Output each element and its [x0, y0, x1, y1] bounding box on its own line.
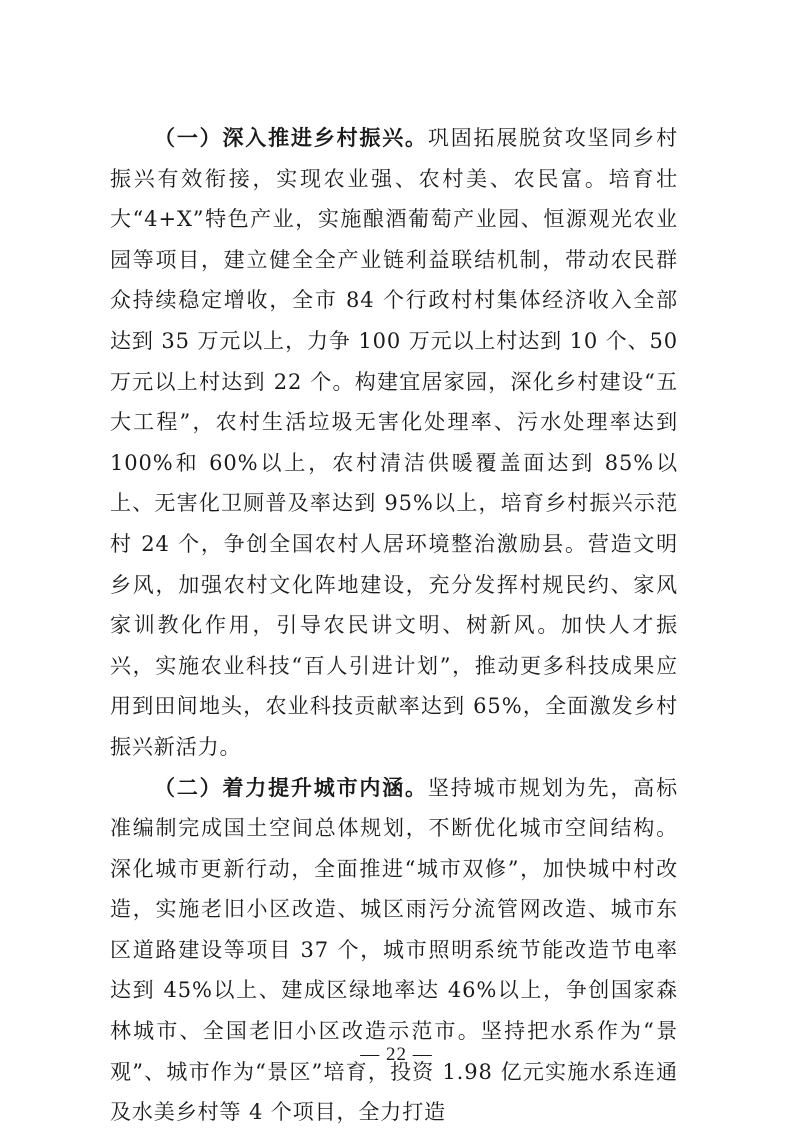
page-number: — 22 —	[360, 1044, 433, 1065]
paragraph-heading: （二）着力提升城市内涵。	[154, 774, 428, 800]
document-body	[110, 118, 678, 1133]
paragraph-text: 坚持城市规划为先，高标准编制完成国土空间总体规划，不断优化城市空间结构。深化城市更新行动，全面推进“城市双修”，加快城中村改造，实施老旧小区改造、城区雨污分流管网改造、城市东区道路建设等项目 37 个，城市照明系统节能改造节电率达到 45%以上、建成区绿地率达 46%以上，争创国家森林城市、全国老旧小区改造示范市。坚持把水系作为“景观”、城市作为“景区”培育，投资 1.98 亿元实施水系连通及水美乡村等 4 个项目，全力打造	[110, 775, 678, 1125]
paragraph-text: 巩固拓展脱贫攻坚同乡村振兴有效衔接，实现农业强、农村美、农民富。培育壮大“4+X”特色产业，实施酿酒葡萄产业园、恒源观光农业园等项目，建立健全全产业链利益联结机制，带动农民群众持续稳定增收，全市 84 个行政村村集体经济收入全部达到 35 万元以上，力争 100 万元以上村达到 10 个、50 万元以上村达到 22 个。构建宜居家园，深化乡村建设“五大工程”，农村生活垃圾无害化处理率、污水处理率达到 100%和 60%以上，农村清洁供暖覆盖面达到 85%以上、无害化卫厕普及率达到 95%以上，培育乡村振兴示范村 24 个，争创全国农村人居环境整治激励县。营造文明乡风，加强农村文化阵地建设，充分发挥村规民约、家风家训教化作用，引导农民讲文明、树新风。加快人才振兴，实施农业科技“百人引进计划”，推动更多科技成果应用到田间地头，农业科技贡献率达到 65%，全面激发乡村振兴新活力。	[110, 126, 678, 759]
paragraph-city-connotation	[110, 768, 678, 1133]
paragraph-rural-revitalization	[110, 118, 678, 768]
paragraph-heading: （一）深入推进乡村振兴。	[154, 125, 428, 150]
